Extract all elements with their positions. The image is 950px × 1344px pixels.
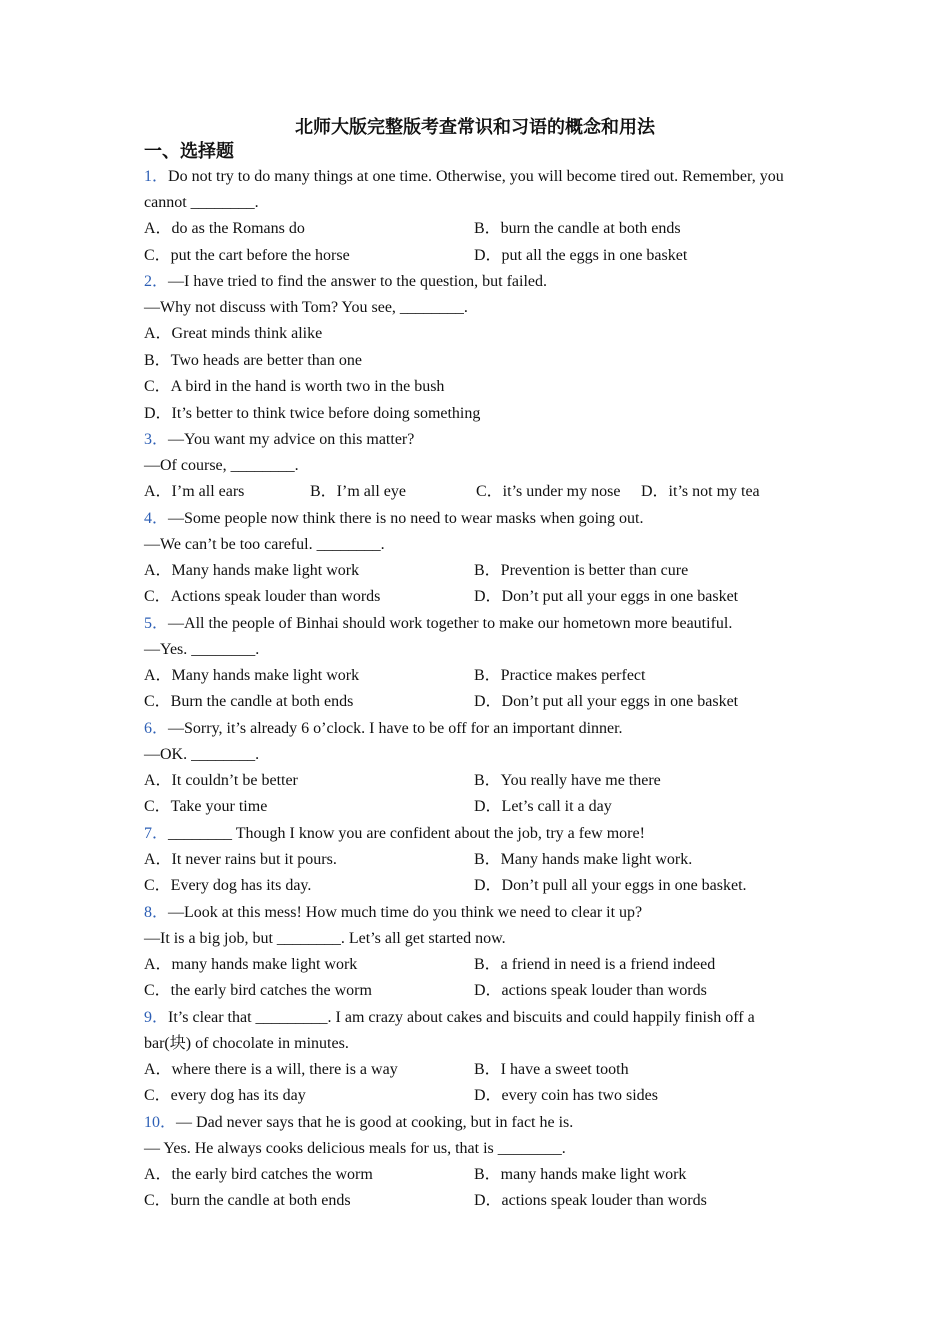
question-text: —Yes. ________. bbox=[144, 640, 260, 658]
option-c[interactable]: C．Take your time bbox=[144, 798, 268, 815]
question-text: —All the people of Binhai should work together to make our hometown more beautiful. bbox=[168, 614, 733, 632]
option-b[interactable]: B．Many hands make light work. bbox=[474, 850, 693, 868]
option-c[interactable]: C．it’s under my nose bbox=[476, 483, 621, 500]
option-b[interactable]: B．Two heads are better than one bbox=[144, 351, 362, 369]
option-c[interactable]: C．Actions speak louder than words bbox=[144, 588, 381, 605]
option-a[interactable]: A．many hands make light work bbox=[144, 955, 358, 973]
option-a[interactable]: A．It never rains but it pours. bbox=[144, 850, 337, 868]
question-8 bbox=[144, 900, 804, 1005]
question-7 bbox=[144, 821, 804, 900]
document-title: 北师大版完整版考查常识和习语的概念和用法 bbox=[295, 117, 655, 137]
option-d[interactable]: D．actions speak louder than words bbox=[474, 1192, 707, 1209]
question-number: 1． bbox=[144, 168, 169, 185]
option-b[interactable]: B．burn the candle at both ends bbox=[474, 220, 681, 237]
option-d[interactable]: D．Don’t pull all your eggs in one basket. bbox=[474, 877, 747, 894]
question-3 bbox=[144, 427, 804, 506]
question-number: 4． bbox=[144, 509, 169, 527]
question-number: 2． bbox=[144, 273, 169, 290]
option-c[interactable]: C．Burn the candle at both ends bbox=[144, 693, 354, 710]
option-a[interactable]: A．Great minds think alike bbox=[144, 325, 323, 342]
question-text: —You want my advice on this matter? bbox=[168, 431, 415, 448]
option-b[interactable]: B．Prevention is better than cure bbox=[474, 561, 689, 579]
option-b[interactable]: B．a friend in need is a friend indeed bbox=[474, 955, 716, 973]
question-text: —Some people now think there is no need to wear masks when going out. bbox=[168, 509, 644, 527]
question-10 bbox=[144, 1110, 804, 1215]
question-text: — Dad never says that he is good at cooking, but in fact he is. bbox=[176, 1113, 574, 1131]
option-a[interactable]: A．I’m all ears bbox=[144, 483, 245, 500]
option-c[interactable]: C．put the cart before the horse bbox=[144, 246, 350, 264]
question-text: ________ Though I know you are confident about the job, try a few more! bbox=[168, 824, 645, 842]
question-number: 10． bbox=[144, 1113, 177, 1131]
question-text: —It is a big job, but ________. Let’s all get started now. bbox=[144, 929, 506, 947]
option-a[interactable]: A．the early bird catches the worm bbox=[144, 1165, 373, 1183]
question-text: —Why not discuss with Tom? You see, ________. bbox=[144, 299, 468, 316]
option-b[interactable]: B．You really have me there bbox=[474, 771, 661, 789]
option-b[interactable]: B．I’m all eye bbox=[310, 483, 406, 500]
option-b[interactable]: B．I have a sweet tooth bbox=[474, 1060, 629, 1078]
question-9 bbox=[144, 1005, 804, 1110]
question-text: —OK. ________. bbox=[144, 745, 260, 763]
option-a[interactable]: A．where there is a will, there is a way bbox=[144, 1060, 398, 1078]
option-d[interactable]: D．it’s not my tea bbox=[641, 483, 760, 500]
option-c[interactable]: C．every dog has its day bbox=[144, 1087, 306, 1104]
section-heading: 一、选择题 bbox=[144, 141, 234, 161]
option-d[interactable]: D．every coin has two sides bbox=[474, 1087, 658, 1104]
question-5 bbox=[144, 611, 804, 716]
question-text: Do not try to do many things at one time. Otherwise, you will become tired out. Remember, you cannot ________. bbox=[144, 168, 784, 211]
question-text: —I have tried to find the answer to the question, but failed. bbox=[168, 273, 548, 290]
question-number: 5． bbox=[144, 614, 169, 632]
option-d[interactable]: D．Let’s call it a day bbox=[474, 798, 612, 815]
question-number: 6． bbox=[144, 719, 169, 737]
option-d[interactable]: D．It’s better to think twice before doing something bbox=[144, 404, 481, 422]
question-number: 9． bbox=[144, 1008, 169, 1026]
question-4 bbox=[144, 506, 804, 611]
question-number: 8． bbox=[144, 903, 169, 921]
option-d[interactable]: D．actions speak louder than words bbox=[474, 982, 707, 999]
question-text: — Yes. He always cooks delicious meals for us, that is ________. bbox=[144, 1139, 566, 1157]
question-text: —Look at this mess! How much time do you think we need to clear it up? bbox=[168, 903, 643, 921]
option-a[interactable]: A．Many hands make light work bbox=[144, 561, 360, 579]
option-d[interactable]: D．put all the eggs in one basket bbox=[474, 246, 688, 264]
option-c[interactable]: C．burn the candle at both ends bbox=[144, 1192, 351, 1209]
option-a[interactable]: A．It couldn’t be better bbox=[144, 771, 298, 789]
document-page bbox=[144, 116, 804, 1215]
option-c[interactable]: C．A bird in the hand is worth two in the bush bbox=[144, 378, 445, 395]
question-text: —Sorry, it’s already 6 o’clock. I have to be off for an important dinner. bbox=[168, 719, 623, 737]
option-d[interactable]: D．Don’t put all your eggs in one basket bbox=[474, 693, 739, 710]
option-d[interactable]: D．Don’t put all your eggs in one basket bbox=[474, 588, 739, 605]
question-number: 3． bbox=[144, 431, 169, 448]
option-c[interactable]: C．the early bird catches the worm bbox=[144, 982, 372, 999]
option-c[interactable]: C．Every dog has its day. bbox=[144, 877, 312, 894]
question-number: 7． bbox=[144, 824, 169, 842]
option-a[interactable]: A．do as the Romans do bbox=[144, 220, 305, 237]
option-b[interactable]: B．many hands make light work bbox=[474, 1165, 687, 1183]
question-text: It’s clear that _________. I am crazy about cakes and biscuits and could happily finish off a bar(块) of chocolate in minutes. bbox=[144, 1008, 755, 1052]
question-6 bbox=[144, 716, 804, 821]
question-text: —We can’t be too careful. ________. bbox=[144, 535, 385, 553]
question-text: —Of course, ________. bbox=[144, 457, 299, 474]
question-2 bbox=[144, 269, 804, 427]
option-a[interactable]: A．Many hands make light work bbox=[144, 666, 360, 684]
option-b[interactable]: B．Practice makes perfect bbox=[474, 666, 646, 684]
question-1 bbox=[144, 164, 804, 269]
